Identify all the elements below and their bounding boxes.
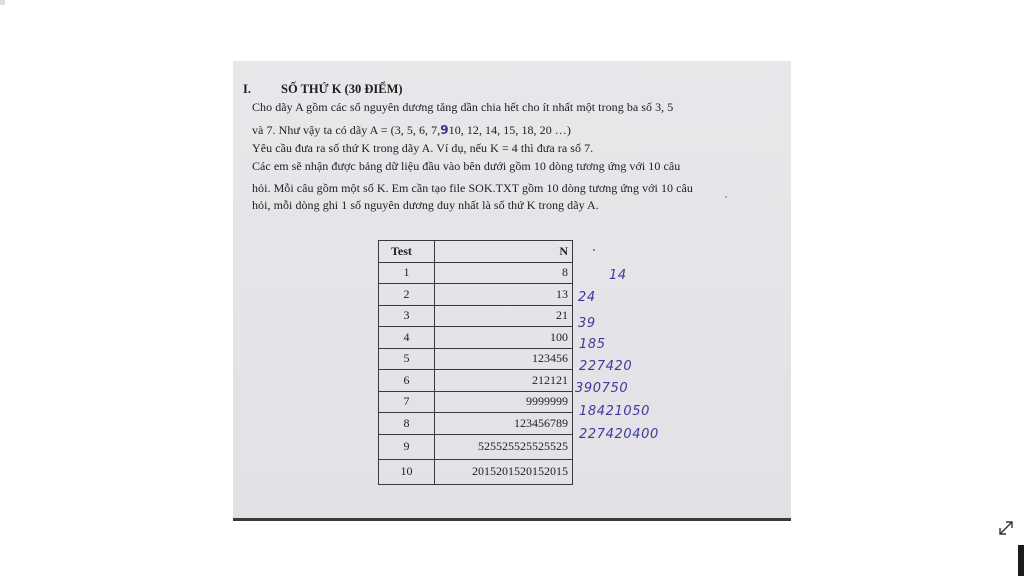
- answer-1: 14: [609, 268, 627, 283]
- table-row: [379, 262, 573, 284]
- document-photo: [233, 61, 791, 521]
- cell-test: 7: [379, 391, 435, 413]
- corner-marker: [0, 0, 5, 5]
- cell-test: 3: [379, 305, 435, 327]
- problem-line-2b: 10, 12, 14, 15, 18, 20 …): [448, 123, 571, 137]
- table-row: [379, 459, 573, 484]
- handwritten-insert: 9: [440, 123, 449, 137]
- photo-edge: [233, 518, 791, 521]
- cell-n: 8: [435, 262, 573, 284]
- header-n: N: [435, 241, 573, 263]
- stray-pen-mark: ˋ: [724, 196, 729, 207]
- table-row: [379, 305, 573, 327]
- table-row: [379, 391, 573, 413]
- table-row: [379, 434, 573, 459]
- problem-line-4: Các em sẽ nhận được bảng dữ liệu đầu vào bên dưới gồm 10 dòng tương ứng với 10 câu: [252, 159, 681, 173]
- answer-3: 39: [578, 316, 596, 331]
- edge-bar: [1018, 545, 1024, 576]
- expand-icon[interactable]: [996, 518, 1016, 538]
- cell-test: 6: [379, 370, 435, 392]
- table-header-row: [379, 241, 573, 263]
- problem-line-6: hỏi, mỗi dòng ghi 1 số nguyên dương duy nhất là số thứ K trong dãy A.: [252, 198, 599, 212]
- cell-n: 2015201520152015: [435, 459, 573, 484]
- section-heading: [243, 82, 403, 97]
- problem-line-2: [252, 123, 571, 138]
- answer-4: 185: [579, 337, 606, 352]
- cell-test: 4: [379, 327, 435, 349]
- problem-line-1: Cho dãy A gồm các số nguyên dương tăng dần chia hết cho ít nhất một trong ba số 3, 5: [252, 100, 674, 114]
- heading-number: I.: [243, 82, 251, 96]
- test-data-table: [378, 240, 573, 485]
- header-test: Test: [379, 241, 435, 263]
- answer-2: 24: [578, 290, 596, 305]
- cell-test: 8: [379, 413, 435, 435]
- cell-test: 5: [379, 348, 435, 370]
- heading-title: SỐ THỨ K (30 ĐIỂM): [281, 82, 403, 96]
- problem-line-2a: và 7. Như vậy ta có dãy A = (3, 5, 6, 7,: [252, 123, 441, 137]
- table-row: [379, 370, 573, 392]
- cell-n: 9999999: [435, 391, 573, 413]
- table-row: [379, 327, 573, 349]
- answer-8: 227420400: [579, 427, 659, 442]
- cell-n: 525525525525525: [435, 434, 573, 459]
- table-row: [379, 284, 573, 306]
- cell-test: 2: [379, 284, 435, 306]
- cell-n: 212121: [435, 370, 573, 392]
- problem-line-5: hỏi. Mỗi câu gồm một số K. Em cần tạo file SOK.TXT gồm 10 dòng tương ứng với 10 câu: [252, 181, 693, 195]
- cell-test: 1: [379, 262, 435, 284]
- problem-line-3: Yêu cầu đưa ra số thứ K trong dãy A. Ví dụ, nếu K = 4 thì đưa ra số 7.: [252, 141, 594, 155]
- cell-test: 9: [379, 434, 435, 459]
- cell-test: 10: [379, 459, 435, 484]
- answer-6: 390750: [575, 381, 629, 396]
- answer-5: 227420: [579, 359, 633, 374]
- cell-n: 100: [435, 327, 573, 349]
- pen-dot: [593, 249, 595, 251]
- cell-n: 123456: [435, 348, 573, 370]
- answer-7: 18421050: [579, 404, 650, 419]
- cell-n: 21: [435, 305, 573, 327]
- cell-n: 123456789: [435, 413, 573, 435]
- table-row: [379, 348, 573, 370]
- table-row: [379, 413, 573, 435]
- cell-n: 13: [435, 284, 573, 306]
